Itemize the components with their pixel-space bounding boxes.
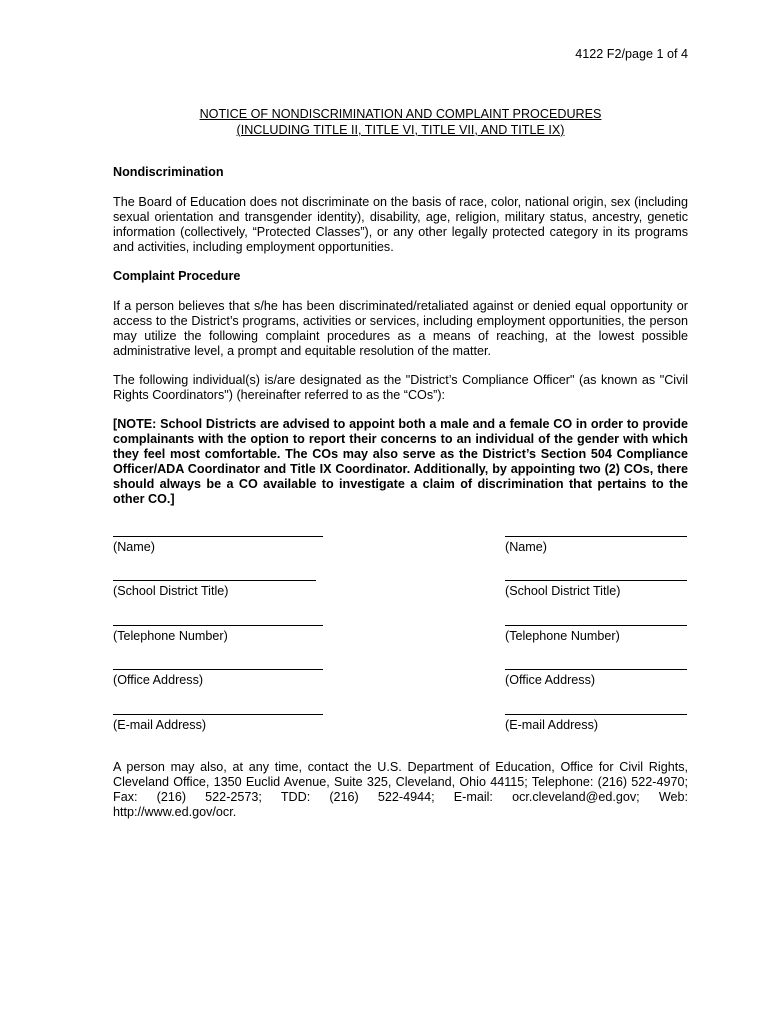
right-phone-line: [505, 625, 687, 626]
right-address-label: (Office Address): [505, 673, 596, 687]
right-title-field[interactable]: [505, 580, 687, 599]
left-name-field[interactable]: [113, 536, 323, 555]
nondiscrimination-heading: Nondiscrimination: [113, 165, 224, 179]
complaint-body-2: The following individual(s) is/are designated as the "District’s Compliance Officer" (as known as "Civil Rights Coordinators") (hereinafter referred to as the “COs”):: [113, 373, 688, 402]
nondiscrimination-section: [113, 165, 688, 255]
page-reference: 4122 F2/page 1 of 4: [575, 47, 688, 61]
title-line-1: NOTICE OF NONDISCRIMINATION AND COMPLAINT PROCEDURES: [199, 107, 602, 121]
title-line-2: (INCLUDING TITLE II, TITLE VI, TITLE VII, AND TITLE IX): [236, 123, 565, 137]
right-address-field[interactable]: [505, 669, 687, 688]
left-title-label: (School District Title): [113, 584, 229, 598]
left-name-line: [113, 536, 323, 537]
right-email-line: [505, 714, 687, 715]
left-name-label: (Name): [113, 540, 155, 554]
left-email-field[interactable]: [113, 714, 323, 733]
left-title-line: [113, 580, 316, 581]
right-email-label: (E-mail Address): [505, 718, 599, 732]
right-phone-field[interactable]: [505, 625, 687, 644]
ocr-contact-paragraph: A person may also, at any time, contact the U.S. Department of Education, Office for Civil Rights, Cleveland Office, 1350 Euclid Avenue, Suite 325, Cleveland, Ohio 44115; Telephone: (216) 522-4970; Fax: (216) 522-2573; TDD: (216) 522-4944; E-mail: ocr.cleveland@ed.gov; Web: http://www.ed.gov/ocr.: [113, 760, 688, 819]
right-address-line: [505, 669, 687, 670]
right-name-field[interactable]: [505, 536, 687, 555]
left-phone-label: (Telephone Number): [113, 629, 228, 643]
right-name-line: [505, 536, 687, 537]
nondiscrimination-body: The Board of Education does not discriminate on the basis of race, color, national origin, sex (including sexual orientation and transgender identity), disability, age, religion, military status, ancestry, genetic information (collectively, “Protected Classes”), or any other legally protected category in its programs and activities, including employment opportunities.: [113, 195, 688, 254]
left-address-label: (Office Address): [113, 673, 204, 687]
right-email-field[interactable]: [505, 714, 687, 733]
complaint-section: [113, 269, 688, 507]
right-phone-label: (Telephone Number): [505, 629, 620, 643]
left-email-line: [113, 714, 323, 715]
right-title-label: (School District Title): [505, 584, 621, 598]
complaint-body-1: If a person believes that s/he has been discriminated/retaliated against or denied equal opportunity or access to the District’s programs, activities or services, including employment opportunities, the person may utilize the following complaint procedures as a means of reaching, at the lowest possible administrative level, a prompt and equitable resolution of the matter.: [113, 299, 688, 358]
right-title-line: [505, 580, 687, 581]
left-phone-field[interactable]: [113, 625, 323, 644]
left-address-field[interactable]: [113, 669, 323, 688]
right-name-label: (Name): [505, 540, 547, 554]
document-title: [113, 106, 688, 138]
complaint-note: [NOTE: School Districts are advised to appoint both a male and a female CO in order to provide complainants with the option to report their concerns to an individual of the gender with which they feel most comfortable. The COs may also serve as the District’s Section 504 Compliance Officer/ADA Coordinator and Title IX Coordinator. Additionally, by appointing two (2) COs, there should always be a CO available to investigate a claim of discrimination that pertains to the other CO.]: [113, 417, 688, 506]
complaint-heading: Complaint Procedure: [113, 269, 241, 283]
left-phone-line: [113, 625, 323, 626]
left-email-label: (E-mail Address): [113, 718, 207, 732]
left-title-field[interactable]: [113, 580, 316, 599]
left-address-line: [113, 669, 323, 670]
